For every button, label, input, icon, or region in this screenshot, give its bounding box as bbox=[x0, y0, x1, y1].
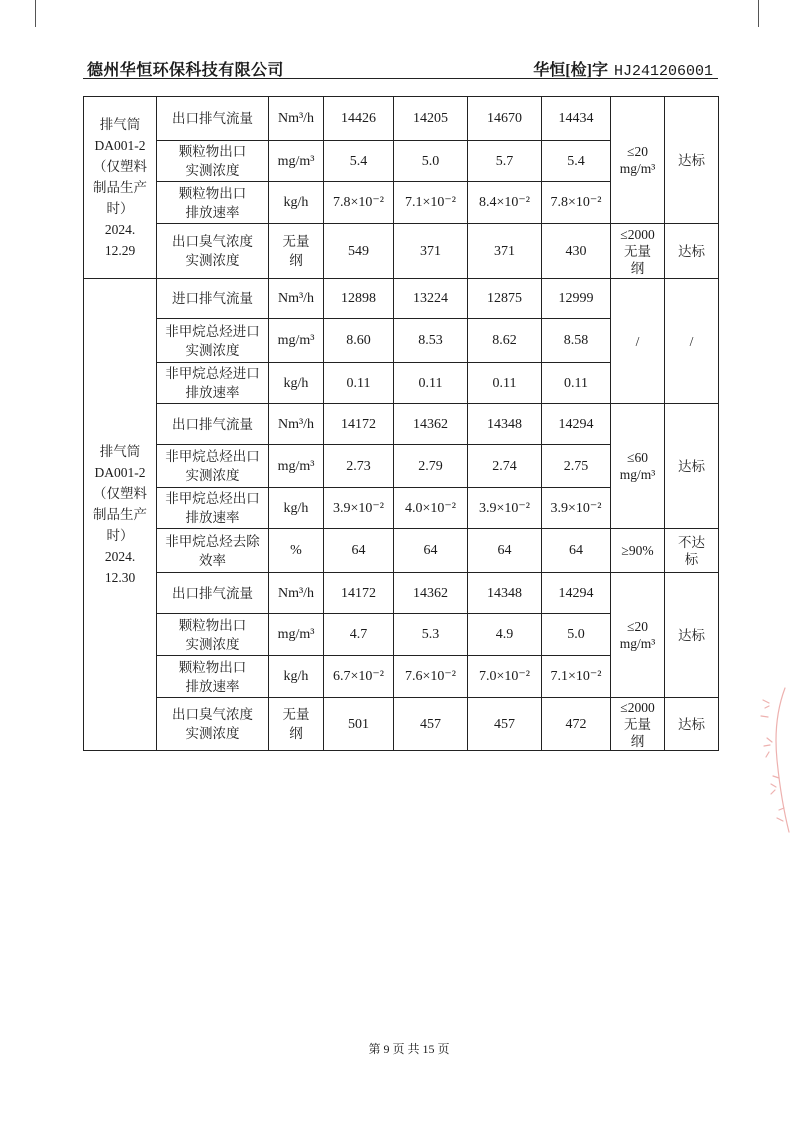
unit-cell: kg/h bbox=[269, 656, 324, 698]
value-2-cell: 2.79 bbox=[394, 445, 468, 488]
item-cell: 出口臭气浓度 实测浓度 bbox=[157, 698, 269, 751]
value-3-cell: 14348 bbox=[468, 404, 542, 445]
crop-mark bbox=[758, 0, 759, 27]
item-cell: 进口排气流量 bbox=[157, 279, 269, 319]
unit-cell: kg/h bbox=[269, 488, 324, 529]
average-cell: 7.8×10⁻² bbox=[542, 182, 611, 224]
unit-cell: 无量 纲 bbox=[269, 698, 324, 751]
value-1-cell: 5.4 bbox=[324, 141, 394, 182]
limit-cell: ≥90% bbox=[611, 529, 665, 573]
limit-cell: ≤2000 无量 纲 bbox=[611, 224, 665, 279]
value-3-cell: 8.4×10⁻² bbox=[468, 182, 542, 224]
value-3-cell: 371 bbox=[468, 224, 542, 279]
sampling-point-cell: 排气筒 DA001-2 （仅塑料 制品生产 时） 2024. 12.30 bbox=[84, 279, 157, 751]
value-1-cell: 7.8×10⁻² bbox=[324, 182, 394, 224]
unit-cell: Nm³/h bbox=[269, 97, 324, 141]
average-cell: 14294 bbox=[542, 573, 611, 614]
limit-cell: ≤2000 无量 纲 bbox=[611, 698, 665, 751]
value-2-cell: 0.11 bbox=[394, 363, 468, 404]
value-2-cell: 7.1×10⁻² bbox=[394, 182, 468, 224]
table-row bbox=[84, 573, 719, 614]
value-1-cell: 6.7×10⁻² bbox=[324, 656, 394, 698]
value-1-cell: 64 bbox=[324, 529, 394, 573]
value-1-cell: 14172 bbox=[324, 404, 394, 445]
page-number: 第 9 页 共 15 页 bbox=[368, 1042, 450, 1056]
value-2-cell: 64 bbox=[394, 529, 468, 573]
value-3-cell: 457 bbox=[468, 698, 542, 751]
unit-cell: mg/m³ bbox=[269, 141, 324, 182]
unit-cell: mg/m³ bbox=[269, 445, 324, 488]
item-cell: 出口排气流量 bbox=[157, 573, 269, 614]
page-header bbox=[83, 57, 718, 79]
limit-cell: ≤20 mg/m³ bbox=[611, 97, 665, 224]
value-3-cell: 0.11 bbox=[468, 363, 542, 404]
average-cell: 2.75 bbox=[542, 445, 611, 488]
average-cell: 0.11 bbox=[542, 363, 611, 404]
table-row bbox=[84, 279, 719, 319]
result-cell: 达标 bbox=[665, 698, 719, 751]
value-1-cell: 549 bbox=[324, 224, 394, 279]
result-cell: 达标 bbox=[665, 404, 719, 529]
value-1-cell: 8.60 bbox=[324, 319, 394, 363]
value-2-cell: 13224 bbox=[394, 279, 468, 319]
item-cell: 非甲烷总烃去除 效率 bbox=[157, 529, 269, 573]
report-number bbox=[533, 57, 713, 80]
item-cell: 非甲烷总烃出口 实测浓度 bbox=[157, 445, 269, 488]
item-cell: 非甲烷总烃进口 排放速率 bbox=[157, 363, 269, 404]
unit-cell: kg/h bbox=[269, 363, 324, 404]
average-cell: 472 bbox=[542, 698, 611, 751]
value-3-cell: 7.0×10⁻² bbox=[468, 656, 542, 698]
average-cell: 3.9×10⁻² bbox=[542, 488, 611, 529]
average-cell: 14434 bbox=[542, 97, 611, 141]
seal-fragment bbox=[755, 680, 794, 840]
average-cell: 7.1×10⁻² bbox=[542, 656, 611, 698]
item-cell: 出口臭气浓度 实测浓度 bbox=[157, 224, 269, 279]
item-cell: 颗粒物出口 排放速率 bbox=[157, 656, 269, 698]
value-3-cell: 3.9×10⁻² bbox=[468, 488, 542, 529]
value-1-cell: 0.11 bbox=[324, 363, 394, 404]
value-1-cell: 14172 bbox=[324, 573, 394, 614]
value-1-cell: 4.7 bbox=[324, 614, 394, 656]
value-3-cell: 12875 bbox=[468, 279, 542, 319]
report-prefix: 华恒[检]字 bbox=[533, 62, 608, 79]
value-3-cell: 5.7 bbox=[468, 141, 542, 182]
value-1-cell: 501 bbox=[324, 698, 394, 751]
average-cell: 430 bbox=[542, 224, 611, 279]
table-row bbox=[84, 404, 719, 445]
value-2-cell: 7.6×10⁻² bbox=[394, 656, 468, 698]
result-cell: 达标 bbox=[665, 573, 719, 698]
unit-cell: Nm³/h bbox=[269, 573, 324, 614]
value-2-cell: 457 bbox=[394, 698, 468, 751]
table-row bbox=[84, 698, 719, 751]
value-3-cell: 14348 bbox=[468, 573, 542, 614]
item-cell: 颗粒物出口 实测浓度 bbox=[157, 614, 269, 656]
value-2-cell: 371 bbox=[394, 224, 468, 279]
value-2-cell: 8.53 bbox=[394, 319, 468, 363]
item-cell: 颗粒物出口 排放速率 bbox=[157, 182, 269, 224]
average-cell: 8.58 bbox=[542, 319, 611, 363]
value-1-cell: 2.73 bbox=[324, 445, 394, 488]
value-2-cell: 5.3 bbox=[394, 614, 468, 656]
average-cell: 14294 bbox=[542, 404, 611, 445]
unit-cell: mg/m³ bbox=[269, 614, 324, 656]
unit-cell: kg/h bbox=[269, 182, 324, 224]
average-cell: 12999 bbox=[542, 279, 611, 319]
item-cell: 出口排气流量 bbox=[157, 97, 269, 141]
unit-cell: Nm³/h bbox=[269, 279, 324, 319]
value-3-cell: 4.9 bbox=[468, 614, 542, 656]
limit-cell: ≤60 mg/m³ bbox=[611, 404, 665, 529]
value-2-cell: 4.0×10⁻² bbox=[394, 488, 468, 529]
table-row bbox=[84, 529, 719, 573]
company-name: 德州华恒环保科技有限公司 bbox=[87, 62, 284, 79]
unit-cell: % bbox=[269, 529, 324, 573]
item-cell: 出口排气流量 bbox=[157, 404, 269, 445]
value-1-cell: 12898 bbox=[324, 279, 394, 319]
unit-cell: 无量 纲 bbox=[269, 224, 324, 279]
average-cell: 5.4 bbox=[542, 141, 611, 182]
result-cell: 不达 标 bbox=[665, 529, 719, 573]
table-row bbox=[84, 224, 719, 279]
value-3-cell: 8.62 bbox=[468, 319, 542, 363]
value-2-cell: 14205 bbox=[394, 97, 468, 141]
limit-cell: ≤20 mg/m³ bbox=[611, 573, 665, 698]
value-2-cell: 14362 bbox=[394, 573, 468, 614]
result-cell: / bbox=[665, 279, 719, 404]
value-3-cell: 2.74 bbox=[468, 445, 542, 488]
result-cell: 达标 bbox=[665, 97, 719, 224]
result-cell: 达标 bbox=[665, 224, 719, 279]
crop-mark bbox=[35, 0, 36, 27]
item-cell: 颗粒物出口 实测浓度 bbox=[157, 141, 269, 182]
value-2-cell: 14362 bbox=[394, 404, 468, 445]
report-code: HJ241206001 bbox=[613, 63, 713, 80]
value-3-cell: 14670 bbox=[468, 97, 542, 141]
value-2-cell: 5.0 bbox=[394, 141, 468, 182]
monitoring-results-table bbox=[83, 96, 719, 751]
value-3-cell: 64 bbox=[468, 529, 542, 573]
average-cell: 64 bbox=[542, 529, 611, 573]
value-1-cell: 3.9×10⁻² bbox=[324, 488, 394, 529]
item-cell: 非甲烷总烃进口 实测浓度 bbox=[157, 319, 269, 363]
unit-cell: Nm³/h bbox=[269, 404, 324, 445]
unit-cell: mg/m³ bbox=[269, 319, 324, 363]
item-cell: 非甲烷总烃出口 排放速率 bbox=[157, 488, 269, 529]
value-1-cell: 14426 bbox=[324, 97, 394, 141]
average-cell: 5.0 bbox=[542, 614, 611, 656]
table-row bbox=[84, 97, 719, 141]
sampling-point-cell: 排气筒 DA001-2 （仅塑料 制品生产 时） 2024. 12.29 bbox=[84, 97, 157, 279]
limit-cell: / bbox=[611, 279, 665, 404]
